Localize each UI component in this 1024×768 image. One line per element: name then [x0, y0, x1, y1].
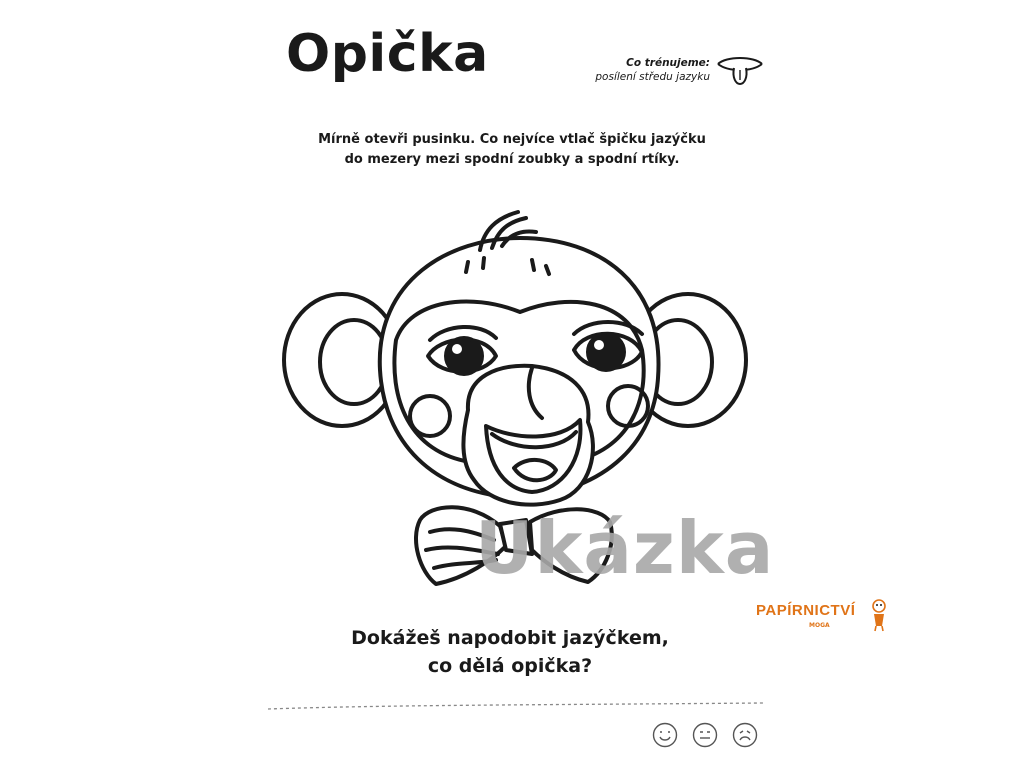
brand-logo-sub: MOGA	[809, 622, 830, 629]
mascot-icon	[866, 598, 892, 632]
instruction-line-1: Mírně otevři pusinku. Co nejvíce vtlač špičku jazýčku	[318, 132, 706, 147]
instructions	[300, 130, 724, 170]
page-title: Opička	[286, 24, 489, 84]
instruction-line-2: do mezery mezi spodní zoubky a spodní rtíky.	[344, 152, 680, 167]
tongue-icon	[714, 50, 766, 86]
sad-face-icon[interactable]	[732, 722, 758, 748]
training-note	[560, 56, 710, 84]
rating-faces	[652, 722, 764, 752]
question-line-1: Dokážeš napodobit jazýčkem,	[351, 627, 669, 649]
answer-line	[266, 701, 766, 713]
neutral-face-icon[interactable]	[692, 722, 718, 748]
training-text: posílení středu jazyku	[595, 71, 710, 83]
question	[340, 624, 680, 680]
sample-watermark: Ukázka	[475, 506, 775, 590]
question-line-2: co dělá opička?	[427, 655, 593, 677]
training-label: Co trénujeme:	[626, 57, 710, 69]
brand-logo-name: PAPÍRNICTVÍ	[756, 602, 856, 619]
smile-face-icon[interactable]	[652, 722, 678, 748]
brand-logo	[756, 598, 896, 634]
